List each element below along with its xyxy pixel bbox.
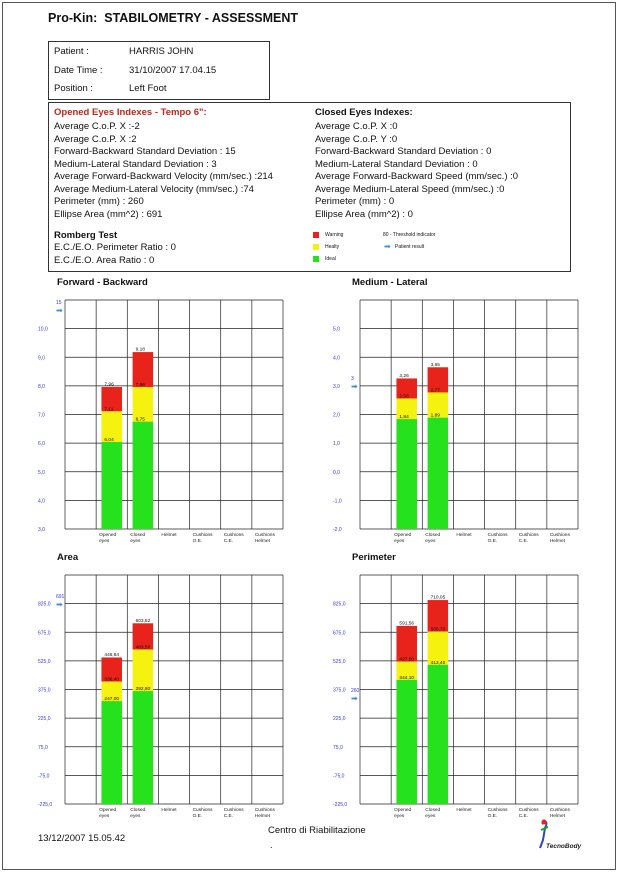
opened-line: Ellipse Area (mm^2) : 691 (54, 208, 163, 220)
bar-value-label: 6,04 (104, 437, 114, 443)
category-label: Closed (425, 533, 441, 538)
category-label: eyes (394, 539, 405, 544)
bar-value-label: 336,40 (104, 677, 120, 683)
opened-line: Average Forward-Backward Velocity (mm/sec.) :214 (54, 171, 273, 182)
bar-value-label: 9,18 (135, 347, 145, 353)
category-label: C.E. (223, 539, 234, 544)
bar-value-label: 603,52 (135, 618, 151, 624)
legend-warning-label: Warning (325, 232, 344, 238)
y-tick-label: 825,0 (333, 601, 346, 608)
legend-ideal-swatch (313, 256, 319, 262)
category-label: O.E. (487, 814, 498, 819)
category-label: C.E. (518, 814, 529, 819)
tecnobody-logo (532, 818, 582, 852)
threshold-sample: 80 (383, 232, 389, 238)
opened-line: Forward-Backward Standard Deviation : 15 (54, 146, 236, 157)
patient-result-arrow-icon: ➡ (351, 694, 358, 704)
logo-figure-icon (532, 818, 582, 852)
bar-value-label: 247,00 (104, 697, 120, 703)
y-tick-label: 675,0 (333, 630, 346, 637)
patient-name: HARRIS JOHN (129, 46, 194, 57)
arrow-right-icon: ➡ (384, 242, 391, 251)
y-tick-label: 3,0 (333, 383, 340, 390)
category-label: C.E. (223, 814, 234, 819)
y-tick-label: 525,0 (38, 658, 51, 665)
category-label: O.E. (192, 539, 203, 544)
category-label: eyes (99, 814, 110, 819)
report-title (48, 11, 298, 25)
category-label: Cushions (549, 808, 570, 813)
y-tick-label: 375,0 (333, 687, 346, 694)
closed-line: Average Medium-Lateral Speed (mm/sec.) :0 (315, 183, 505, 195)
legend-healty-swatch (313, 244, 319, 250)
y-tick-label: 825,0 (38, 601, 51, 608)
y-tick-label: 4,0 (333, 355, 340, 362)
bar-value-label: 710,05 (430, 595, 446, 601)
patient-label: Patient : (54, 46, 89, 57)
category-label: eyes (394, 814, 405, 819)
category-label: Opened (394, 808, 412, 813)
position-value: Left Foot (129, 83, 167, 94)
bar-value-label: 413,40 (430, 660, 446, 666)
category-label: Cushions (518, 808, 539, 813)
opened-line: Average Medium-Lateral Velocity (mm/sec.) :74 (54, 183, 254, 195)
y-tick-label: 4,0 (38, 498, 45, 505)
category-label: Opened (99, 533, 117, 538)
category-label: O.E. (487, 539, 498, 544)
y-tick-label: 7,0 (38, 412, 45, 419)
category-label: Helmet (254, 539, 271, 544)
category-label: Helmet (161, 808, 177, 813)
category-label: Cushions (487, 808, 508, 813)
chart-title-area: Area (57, 552, 79, 563)
category-label: Opened (394, 533, 412, 538)
legend-warning-swatch (313, 232, 319, 238)
perimeter-chart (325, 561, 585, 826)
y-tick-label: 3,0 (38, 527, 45, 533)
threshold-label: - Threshold indicator (389, 232, 436, 238)
y-tick-label: 675,0 (38, 630, 51, 637)
y-tick-label: -75,0 (333, 773, 345, 780)
patient-result-arrow-icon: ➡ (56, 306, 63, 315)
bar-healty-segment (133, 649, 154, 691)
category-label: eyes (425, 539, 436, 544)
category-label: Closed (425, 808, 441, 813)
bar-warning-segment (396, 626, 417, 662)
opened-line: Average C.o.P. X :2 (54, 133, 137, 145)
y-tick-label: -225,0 (333, 802, 348, 808)
y-tick-label: 1,0 (333, 441, 340, 448)
closed-line: Ellipse Area (mm^2) : 0 (315, 208, 413, 220)
y-tick-label: 5,0 (333, 326, 340, 333)
legend-ideal-label: Ideal (325, 256, 336, 262)
bar-value-label: 1,84 (399, 415, 409, 421)
closed-line: Forward-Backward Standard Deviation : 0 (315, 146, 492, 157)
bar-ideal-segment (428, 665, 449, 804)
forward-backward-chart (30, 286, 290, 551)
medium-lateral-chart (325, 286, 585, 551)
position-label: Position : (54, 83, 94, 94)
app-name: Pro-Kin: (48, 11, 98, 25)
y-tick-label: -1,0 (333, 498, 342, 505)
category-label: eyes (130, 539, 141, 544)
category-label: C.E. (518, 539, 529, 544)
category-label: Cushions (192, 808, 213, 813)
bar-ideal-segment (133, 691, 154, 804)
y-tick-label: 8,0 (38, 383, 45, 390)
y-tick-label: 6,0 (38, 441, 45, 448)
category-label: Cushions (223, 533, 244, 538)
category-label: Helmet (254, 814, 271, 819)
category-label: eyes (425, 814, 436, 819)
bar-ideal-segment (428, 418, 449, 529)
bar-ideal-segment (396, 419, 417, 529)
bar-value-label: 3,65 (430, 362, 440, 368)
bar-value-label: 344,10 (399, 675, 415, 681)
patient-result-label: 3 (351, 375, 354, 382)
patient-result-label: 691 (56, 594, 65, 601)
chart-title-medium-lateral: Medium - Lateral (352, 277, 428, 288)
bar-ideal-segment (133, 422, 154, 529)
legend-threshold (383, 232, 435, 238)
romberg-heading: Romberg Test (54, 230, 118, 241)
category-label: Cushions (487, 533, 508, 538)
bar-value-label: 292,80 (135, 687, 151, 693)
category-label: Closed (130, 533, 146, 538)
chart-title-forward-backward: Forward - Backward (57, 277, 148, 288)
category-label: Helmet (549, 814, 566, 819)
date-label: Date Time : (54, 65, 103, 76)
y-tick-label: 375,0 (38, 687, 51, 694)
bar-ideal-segment (101, 442, 122, 529)
closed-line: Average Forward-Backward Speed (mm/sec.) :0 (315, 171, 519, 182)
closed-line: Average C.o.P. X :0 (315, 121, 398, 132)
area-chart (30, 561, 290, 826)
footer-dot: . (270, 840, 273, 850)
patient-info-box (48, 41, 270, 100)
patient-result-arrow-icon: ➡ (351, 381, 358, 391)
bar-value-label: 7,96 (135, 383, 145, 389)
bar-healty-segment (133, 387, 154, 422)
y-tick-label: -2,0 (333, 527, 342, 533)
bar-value-label: 1,89 (430, 413, 440, 419)
patient-result-label: 15 (56, 300, 62, 306)
y-tick-label: 0,0 (333, 469, 340, 476)
legend-patient-result: Patient result (395, 244, 425, 250)
category-label: Helmet (549, 539, 566, 544)
patient-result-label: 260 (351, 688, 360, 695)
opened-line: Average C.o.P. X :-2 (54, 121, 140, 132)
category-label: Opened (99, 808, 117, 813)
bar-value-label: 427,50 (399, 657, 415, 663)
y-tick-label: 525,0 (333, 658, 346, 665)
bar-value-label: 591,56 (399, 621, 415, 627)
opened-line: Medium-Lateral Standard Deviation : 3 (54, 158, 217, 170)
chart-title-perimeter: Perimeter (352, 552, 396, 563)
closed-line: Perimeter (mm) : 0 (315, 196, 395, 207)
y-tick-label: 2,0 (333, 412, 340, 419)
bar-value-label: 565,70 (430, 627, 446, 633)
legend-healty-label: Healty (325, 244, 340, 250)
y-tick-label: 5,0 (38, 469, 45, 476)
bar-ideal-segment (101, 701, 122, 804)
report-heading: STABILOMETRY - ASSESSMENT (104, 11, 299, 25)
bar-value-label: 6,75 (135, 417, 145, 423)
date-value: 31/10/2007 17.04.15 (129, 65, 217, 76)
y-tick-label: 10,0 (38, 326, 48, 333)
bar-value-label: 446,84 (104, 652, 120, 658)
y-tick-label: 225,0 (333, 716, 346, 723)
y-tick-label: 225,0 (38, 716, 51, 723)
bar-value-label: 2,56 (399, 394, 409, 400)
y-tick-label: 9,0 (38, 355, 45, 362)
indexes-box (48, 102, 571, 272)
y-tick-label: 75,0 (38, 744, 48, 751)
closed-eyes-heading: Closed Eyes Indexes: (315, 107, 413, 118)
category-label: Cushions (192, 533, 213, 538)
category-label: Helmet (161, 533, 177, 538)
category-label: Cushions (549, 533, 570, 538)
bar-warning-segment (133, 352, 154, 387)
closed-line: Average C.o.P. Y :0 (315, 133, 398, 145)
patient-result-arrow-icon: ➡ (56, 600, 63, 610)
category-label: eyes (99, 539, 110, 544)
closed-line: Medium-Lateral Standard Deviation : 0 (315, 158, 478, 170)
category-label: O.E. (192, 814, 203, 819)
bar-value-label: 7,96 (104, 382, 114, 388)
category-label: Cushions (254, 533, 275, 538)
y-tick-label: -75,0 (38, 773, 50, 780)
romberg-perimeter-ratio: E.C./E.O. Perimeter Ratio : 0 (54, 242, 176, 253)
y-tick-label: -225,0 (38, 802, 53, 808)
footer-date: 13/12/2007 15.05.42 (38, 833, 126, 844)
category-label: eyes (130, 814, 141, 819)
bar-ideal-segment (396, 680, 417, 804)
category-label: Helmet (456, 808, 472, 813)
logo-text: TecnoBody (546, 843, 582, 850)
category-label: Helmet (456, 533, 472, 538)
bar-value-label: 7,11 (104, 407, 114, 413)
category-label: Closed (130, 808, 146, 813)
y-tick-label: 75,0 (333, 744, 343, 751)
footer-center: Centro di Riabilitazione (268, 825, 366, 836)
opened-line: Perimeter (mm) : 260 (54, 196, 144, 207)
category-label: Cushions (518, 533, 539, 538)
bar-value-label: 483,50 (135, 645, 151, 651)
opened-eyes-heading: Opened Eyes Indexes - Tempo 6": (54, 107, 207, 118)
bar-value-label: 2,77 (430, 388, 440, 394)
romberg-area-ratio: E.C./E.O. Area Ratio : 0 (54, 255, 155, 266)
category-label: Cushions (254, 808, 275, 813)
bar-value-label: 3,26 (399, 373, 409, 379)
category-label: Cushions (223, 808, 244, 813)
